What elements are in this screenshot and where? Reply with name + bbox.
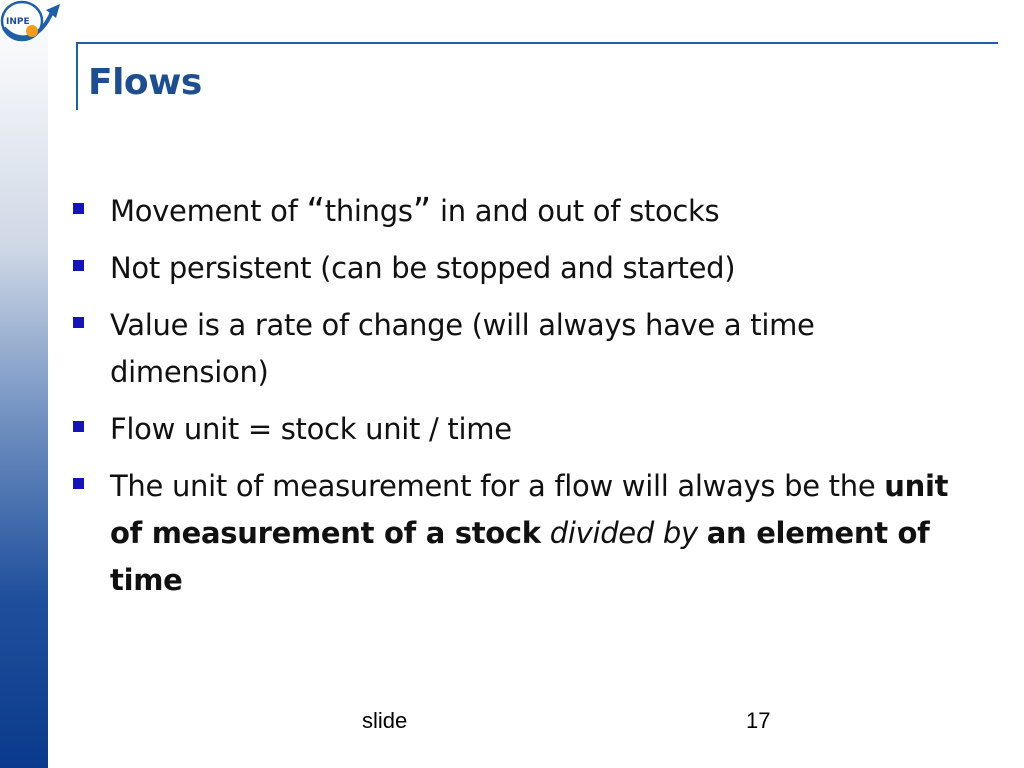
bullet-item: The unit of measurement for a flow will always be the unit of measurement of a stock divided by an element of time <box>70 463 950 604</box>
title-frame-left-line <box>76 42 78 110</box>
slide-title: Flows <box>88 62 202 103</box>
square-bullet-icon <box>73 203 84 214</box>
square-bullet-icon <box>73 421 84 432</box>
square-bullet-icon <box>73 317 84 328</box>
slide-number: 17 <box>746 708 771 733</box>
side-gradient-band <box>0 0 48 768</box>
bullet-list <box>70 188 950 614</box>
inpe-logo <box>0 0 66 50</box>
bullet-item: Flow unit = stock unit / time <box>70 406 950 453</box>
bullet-item: Value is a rate of change (will always have a time dimension) <box>70 302 950 396</box>
bullet-item: Movement of “things” in and out of stocks <box>70 188 950 235</box>
title-frame-top-line <box>76 42 998 44</box>
footer-label: slide <box>362 708 408 733</box>
svg-text:INPE: INPE <box>6 17 30 27</box>
square-bullet-icon <box>73 260 84 271</box>
bullet-item: Not persistent (can be stopped and started) <box>70 245 950 292</box>
square-bullet-icon <box>73 478 84 489</box>
